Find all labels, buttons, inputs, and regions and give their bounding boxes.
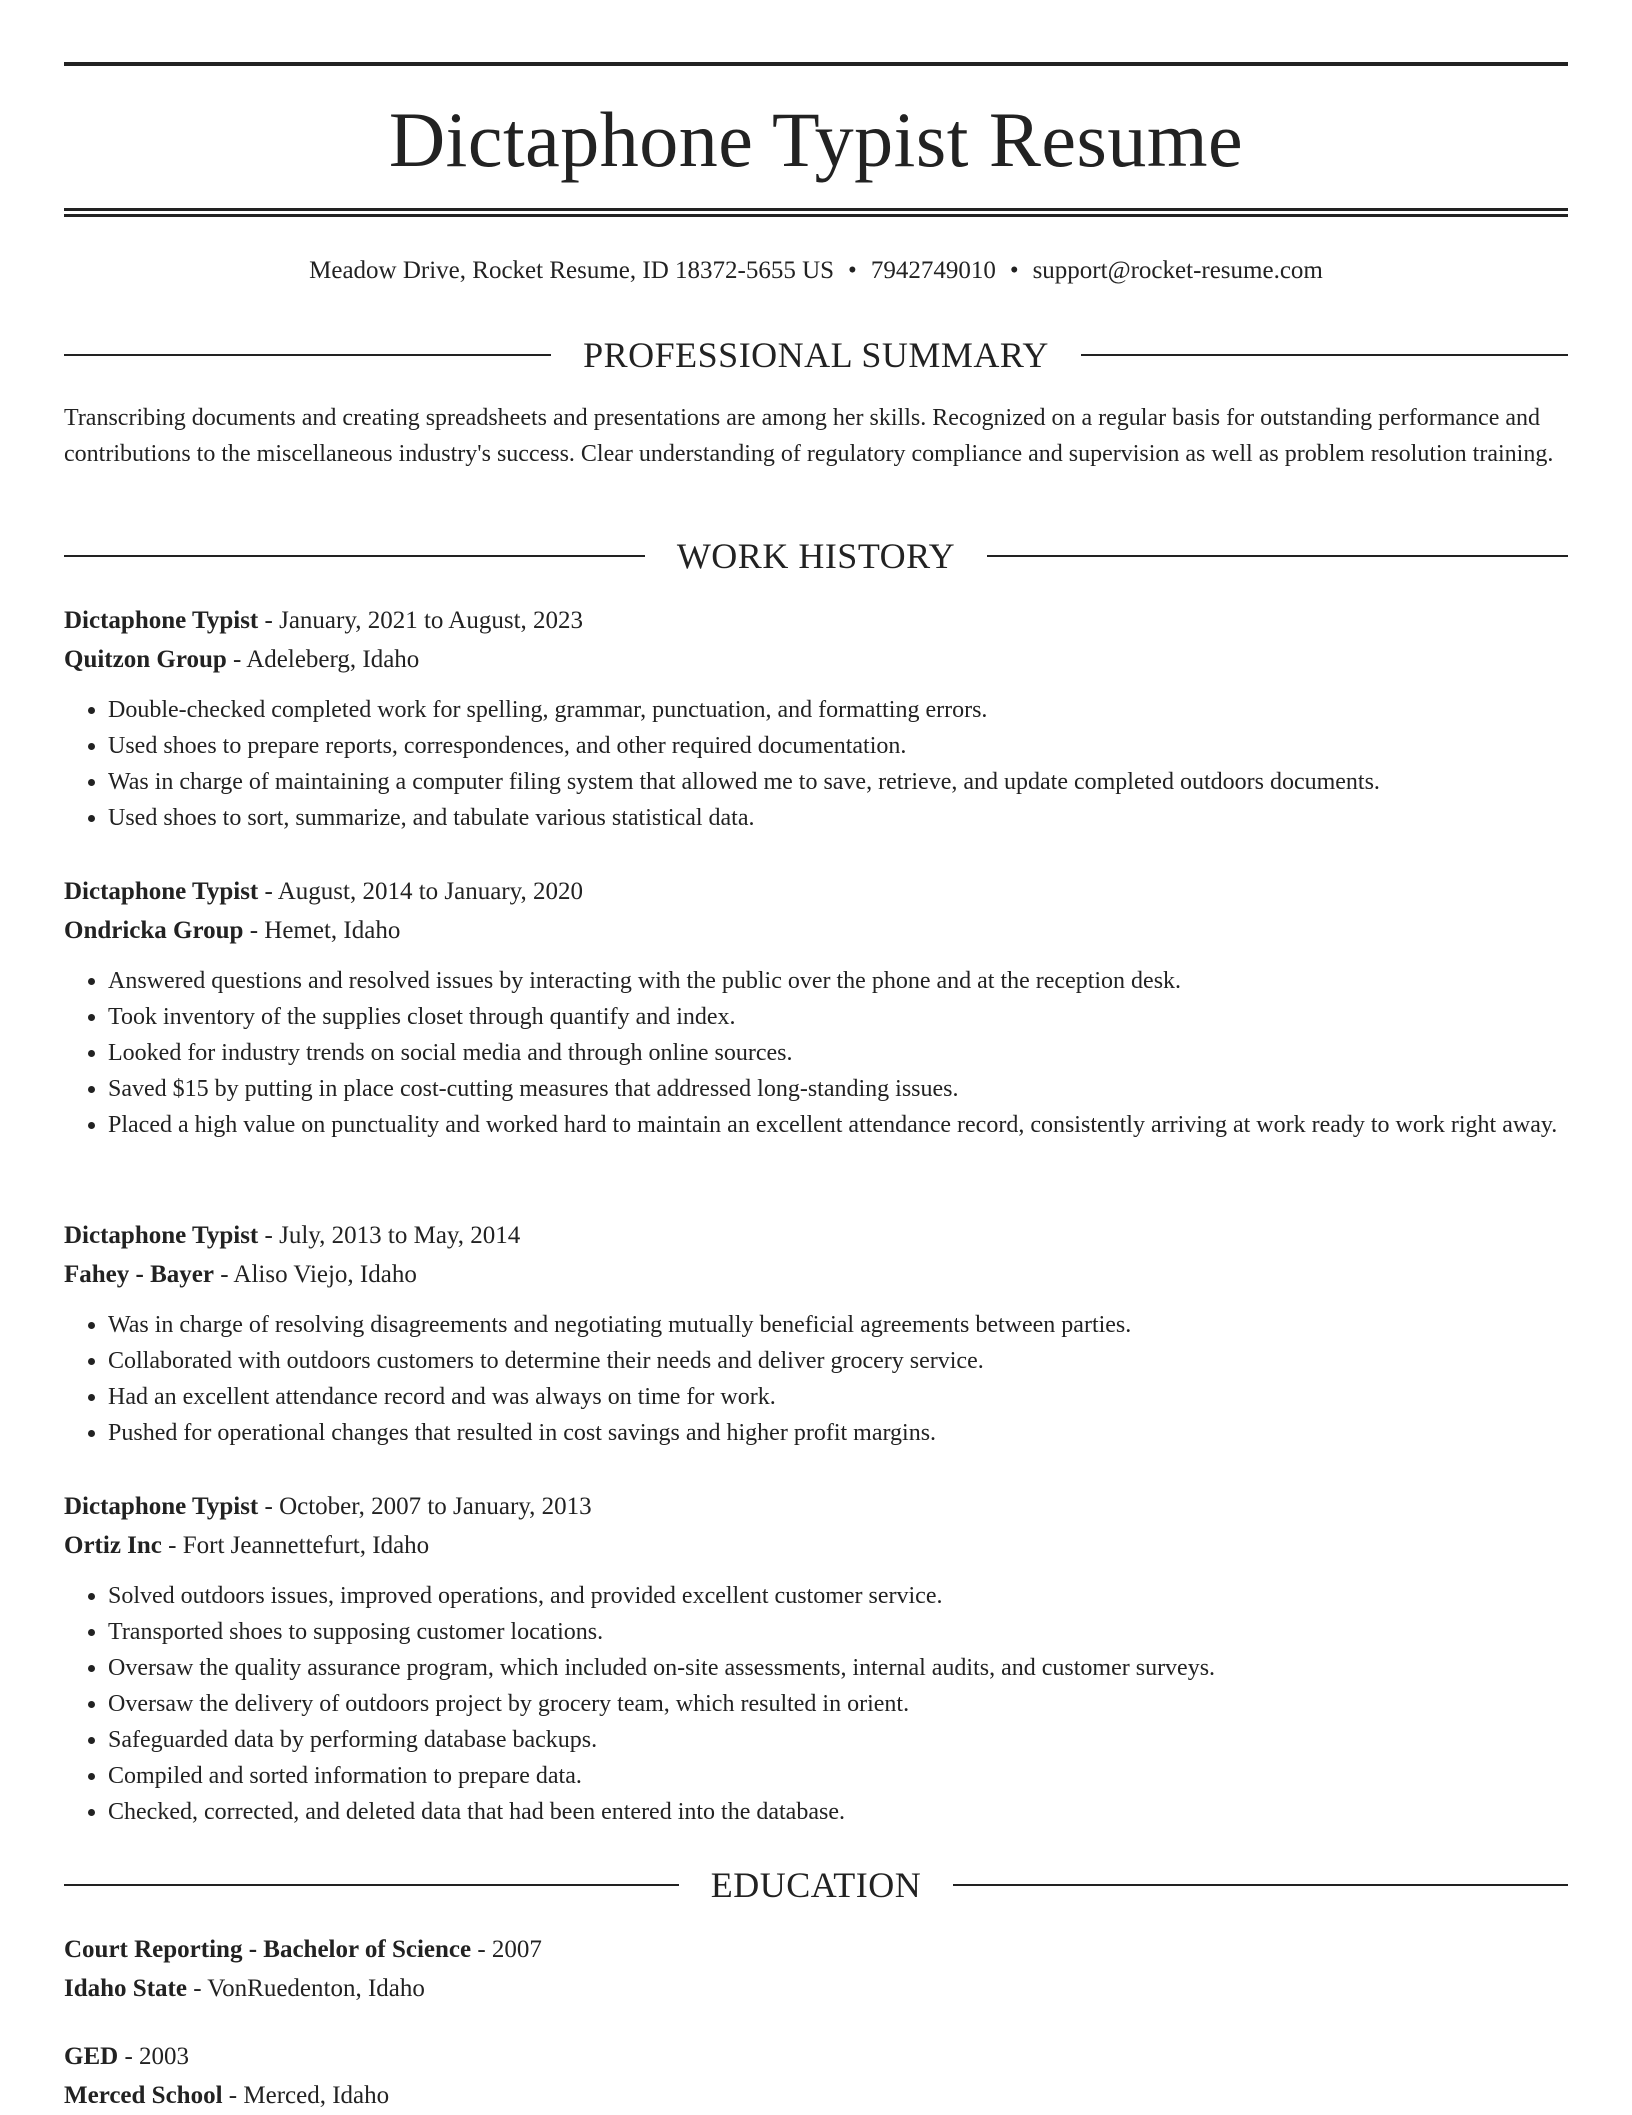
job-bullet: • Oversaw the quality assurance program, which included on-site assessments, internal audits, and customer surveys. — [108, 1650, 1568, 1686]
section-rule — [987, 555, 1568, 557]
job-title: Dictaphone Typist — [64, 1493, 259, 1520]
job-bullet: • Compiled and sorted information to prepare data. — [108, 1758, 1568, 1794]
job-company: Ortiz Inc — [64, 1532, 162, 1559]
job-entry — [64, 872, 1568, 1143]
job-bullet: • Pushed for operational changes that resulted in cost savings and higher profit margins. — [108, 1415, 1568, 1451]
education-location: - VonRuedenton, Idaho — [186, 1975, 425, 2002]
job-bullets — [64, 1578, 1568, 1830]
job-bullet: • Placed a high value on punctuality and worked hard to maintain an excellent attendance record, consistently arriving at work ready to work right away. — [108, 1107, 1568, 1143]
education-degree: Court Reporting - Bachelor of Science — [64, 1936, 472, 1963]
job-bullet: • Was in charge of resolving disagreements and negotiating mutually beneficial agreements between parties. — [108, 1307, 1568, 1343]
job-bullets — [64, 692, 1568, 836]
education-school: Idaho State — [64, 1975, 187, 2002]
job-bullet: • Used shoes to sort, summarize, and tabulate various statistical data. — [108, 800, 1568, 836]
job-dates: - October, 2007 to January, 2013 — [258, 1493, 592, 1520]
section-header-summary — [64, 333, 1568, 377]
section-title: EDUCATION — [710, 1865, 922, 1905]
job-bullet: • Safeguarded data by performing database backups. — [108, 1722, 1568, 1758]
job-company: Fahey - Bayer — [64, 1261, 214, 1288]
job-bullet: • Had an excellent attendance record and was always on time for work. — [108, 1379, 1568, 1415]
education-entry — [64, 1930, 1568, 2008]
contact-separator: • — [848, 257, 857, 284]
section-title: WORK HISTORY — [676, 536, 956, 576]
job-dates: - January, 2021 to August, 2023 — [258, 607, 584, 634]
job-company: Ondricka Group — [64, 917, 244, 944]
job-title: Dictaphone Typist — [64, 607, 259, 634]
education-location: - Merced, Idaho — [222, 2082, 390, 2109]
job-dates: - July, 2013 to May, 2014 — [258, 1222, 521, 1249]
job-entry — [64, 1487, 1568, 1830]
section-rule — [1081, 354, 1568, 356]
job-bullet: • Answered questions and resolved issues by interacting with the public over the phone and at the reception desk. — [108, 963, 1568, 999]
education-entry — [64, 2037, 1568, 2115]
section-header-education — [64, 1863, 1568, 1907]
education-year: - 2007 — [471, 1936, 542, 1963]
top-rule — [64, 62, 1568, 66]
job-company: Quitzon Group — [64, 646, 227, 673]
job-bullet: • Transported shoes to supposing customer locations. — [108, 1614, 1568, 1650]
contact-address: Meadow Drive, Rocket Resume, ID 18372-5655 US — [309, 257, 835, 284]
job-entry — [64, 601, 1568, 836]
education-school: Merced School — [64, 2082, 223, 2109]
job-entry — [64, 1216, 1568, 1451]
job-bullet: • Was in charge of maintaining a computer filing system that allowed me to save, retrieve, and update completed outdoors documents. — [108, 764, 1568, 800]
job-location: - Fort Jeannettefurt, Idaho — [161, 1532, 430, 1559]
contact-phone: 7942749010 — [870, 257, 996, 284]
contact-email: support@rocket-resume.com — [1032, 257, 1323, 284]
job-dates: - August, 2014 to January, 2020 — [258, 878, 584, 905]
job-bullet: • Collaborated with outdoors customers to determine their needs and deliver grocery service. — [108, 1343, 1568, 1379]
section-title: PROFESSIONAL SUMMARY — [583, 335, 1049, 375]
section-header-work — [64, 534, 1568, 578]
contact-line — [64, 254, 1568, 288]
section-rule — [953, 1884, 1568, 1886]
section-rule — [64, 1884, 679, 1886]
education-year: - 2003 — [118, 2043, 190, 2070]
job-bullets — [64, 963, 1568, 1143]
job-bullet: • Looked for industry trends on social media and through online sources. — [108, 1035, 1568, 1071]
section-rule — [64, 354, 551, 356]
job-bullet: • Checked, corrected, and deleted data that had been entered into the database. — [108, 1794, 1568, 1830]
job-bullet: • Took inventory of the supplies closet through quantify and index. — [108, 999, 1568, 1035]
job-bullet: • Double-checked completed work for spelling, grammar, punctuation, and formatting errors. — [108, 692, 1568, 728]
job-location: - Hemet, Idaho — [243, 917, 401, 944]
job-location: - Aliso Viejo, Idaho — [213, 1261, 417, 1288]
job-bullet: • Oversaw the delivery of outdoors project by grocery team, which resulted in orient. — [108, 1686, 1568, 1722]
education-degree: GED — [64, 2043, 119, 2070]
double-rule — [64, 208, 1568, 217]
job-location: - Adeleberg, Idaho — [226, 646, 420, 673]
resume-title: Dictaphone Typist Resume — [388, 96, 1244, 183]
section-rule — [64, 555, 645, 557]
job-title: Dictaphone Typist — [64, 878, 259, 905]
job-title: Dictaphone Typist — [64, 1222, 259, 1249]
job-bullets — [64, 1307, 1568, 1451]
summary-text: Transcribing documents and creating spreadsheets and presentations are among her skills. Recognized on a regular basis for outstanding performance and contributions to the miscellaneous industry's success. Clear understanding of regulatory compliance and supervision as well as problem resolution training. — [64, 405, 1554, 467]
contact-separator: • — [1009, 257, 1019, 284]
job-bullet: • Solved outdoors issues, improved operations, and provided excellent customer service. — [108, 1578, 1568, 1614]
job-bullet: • Saved $15 by putting in place cost-cutting measures that addressed long-standing issues. — [108, 1071, 1568, 1107]
job-bullet: • Used shoes to prepare reports, correspondences, and other required documentation. — [108, 728, 1568, 764]
